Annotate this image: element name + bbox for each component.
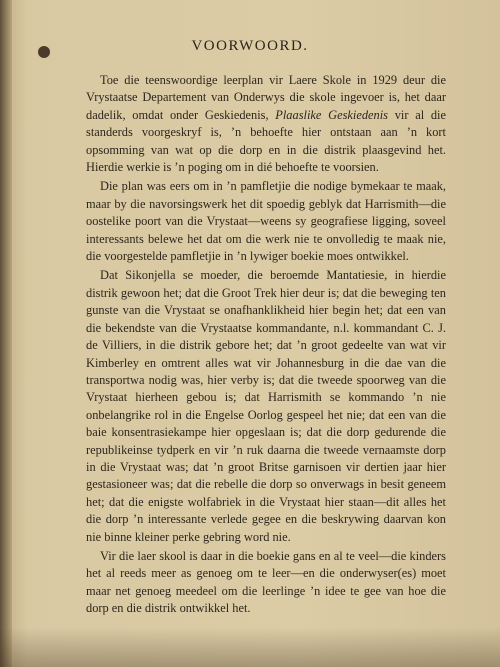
page-binding-edge xyxy=(0,0,12,667)
paragraph-text: Die plan was eers om in ’n pamfletjie die nodige bymekaar te maak, maar by die navorsingswerk het dit spoedig geblyk dat Harrismith—die oostelike poort van die Vrystaat—weens sy geografiese ligging, soveel interessants belewe het dat om die werk nie te onvolledig te maak nie, die voorgestelde pamfletjie in ’n lywiger boekie moes ontwikkel. xyxy=(86,179,446,264)
paragraph-text: Toe die teenswoordige leerplan vir Laere Skole in 1929 deur die Vrystaatse Departement van Onderwys die skole ingevoer is, het daar dadelik, omdat onder Geskiedenis, xyxy=(86,73,446,122)
paragraph xyxy=(86,267,446,546)
paragraph-text: vir al die standerds voorgeskryf is, ’n behoefte hier ontstaan aan ’n kort opsomming van wat op die dorp en in die distrik plaasgevind het. Hierdie werkie is ’n poging om in dié behoefte te voorsien. xyxy=(86,107,446,175)
paragraph xyxy=(86,548,446,618)
paragraph-text: Vir die laer skool is daar in die boekie gans en al te veel—die kinders het al reeds meer as genoeg om te leer—en die onderwyser(es) moet maar net genoeg meedeel om die leerlinge ’n idee te gee van hoe die dorp en die distrik ontwikkel het. xyxy=(86,548,446,616)
italic-text: Plaaslike Geskiedenis xyxy=(275,107,388,122)
paragraph xyxy=(86,178,446,265)
page-body xyxy=(86,72,446,620)
paragraph-text: Dat Sikonjella se moeder, die beroemde Mantatiesie, in hierdie distrik gewoon het; dat die Groot Trek hier deur is; dat die beweging ten gunste van die Vrystaat se onafhanklikheid hier begin het; dat een van die bekendste van die Vrystaatse kommandante, n.l. kommandant C. J. de Villiers, in die distrik gebore het; dat ’n groot gedeelte van wat vir Kimberley en omtrent alles wat vir Johannesburg in die dae van die transportwa nodig was, hier verby is; dat die tweede spoorweg van die Vrystaat hierheen gebou is; dat Harrismith se kommando ’n nie onbelangrike rol in die Engelse Oorlog gespeel het nie; dat een van die baie konsentrasiekampe hier opgeslaan is; dat die dorp gedurende die republikeinse tydperk en vir ’n ruk daarna die tweede vernaamste dorp in die Vrystaat was; dat ’n groot Britse garnisoen vir dertien jaar hier gestasioneer was; dat die rebelle die dorp so onverwags in besit geneem het; dat die enigste wolfabriek in die Vrystaat hier staan—dit alles het die dorp ’n interessante verlede gegee en die beskrywing daarvan kon nie binne kleiner perke gebring word nie. xyxy=(86,268,446,544)
paragraph xyxy=(86,72,446,176)
page-title: VOORWOORD. xyxy=(191,38,309,54)
